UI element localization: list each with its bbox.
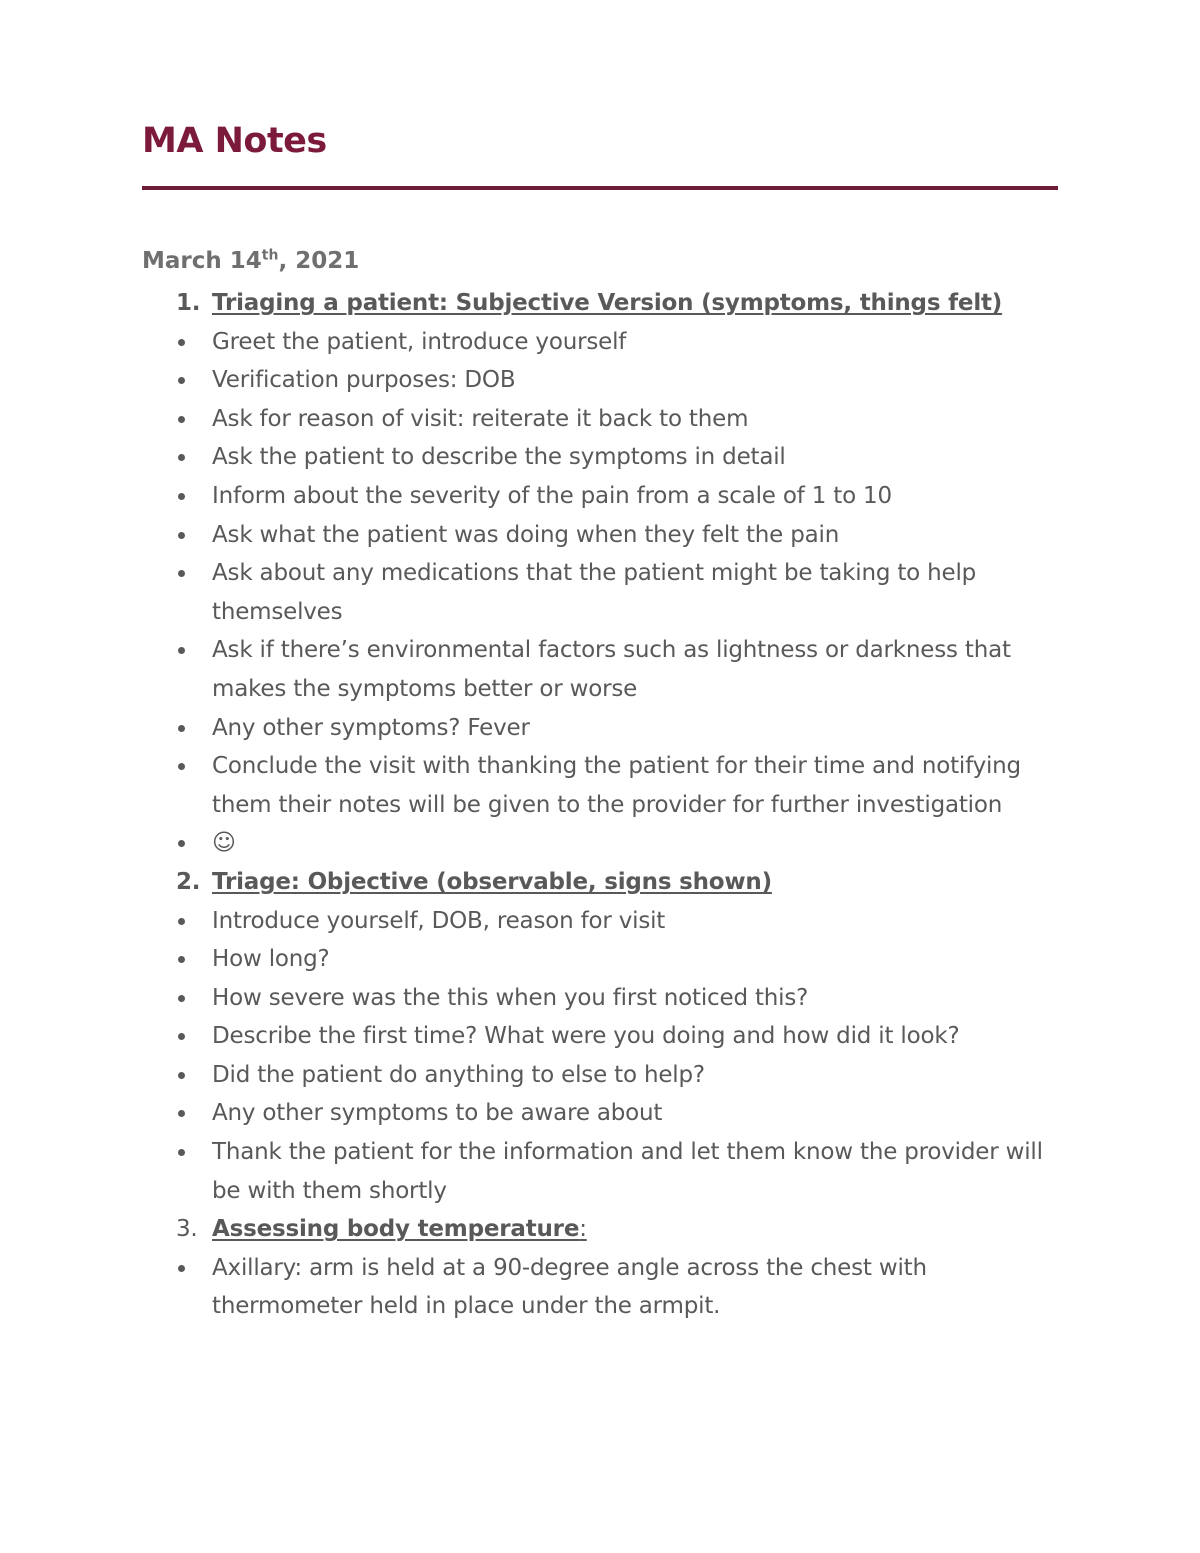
list-item (142, 1133, 1058, 1210)
bullet-icon (178, 532, 185, 539)
list-item-text: Greet the patient, introduce yourself (212, 328, 627, 355)
list-item (142, 747, 1058, 824)
list-item (142, 1094, 1058, 1133)
section-title-suffix: : (579, 1216, 587, 1243)
list-item (142, 400, 1058, 439)
bullet-icon (178, 1149, 185, 1156)
section-heading-3 (142, 1210, 1058, 1249)
bullet-icon (178, 840, 185, 847)
list-item-text: Conclude the visit with thanking the patient for their time and notifying them their notes will be given to the provider for further investigation (212, 753, 1021, 818)
bullet-icon (178, 1072, 185, 1079)
list-item-text: Inform about the severity of the pain from a scale of 1 to 10 (212, 482, 892, 509)
list-item-text: Ask for reason of visit: reiterate it back to them (212, 405, 749, 432)
bullet-icon (178, 763, 185, 770)
bullet-icon (178, 956, 185, 963)
list-item (142, 940, 1058, 979)
bullet-icon (178, 377, 185, 384)
section-title: Triaging a patient: Subjective Version (symptoms, things felt) (212, 290, 1003, 316)
list-item (142, 438, 1058, 477)
bullet-icon (178, 416, 185, 423)
list-item (142, 979, 1058, 1018)
bullet-icon (178, 647, 185, 654)
list-item-text: How severe was the this when you first noticed this? (212, 984, 809, 1011)
date-ordinal-suffix: th (261, 247, 279, 264)
bullet-icon (178, 725, 185, 732)
section-number: 1. (176, 290, 201, 316)
section-title (212, 1216, 587, 1242)
list-item-text: Ask the patient to describe the symptoms in detail (212, 444, 786, 471)
list-item-text: Any other symptoms to be aware about (212, 1100, 663, 1127)
section-title: Triage: Objective (observable, signs shown) (212, 868, 772, 895)
section-number: 3. (176, 1216, 198, 1243)
list-item (142, 477, 1058, 516)
bullet-icon (178, 1033, 185, 1040)
date-heading (142, 246, 1058, 276)
date-month-day: March 14 (142, 248, 262, 274)
bullet-icon (178, 1110, 185, 1117)
list-item-text: Ask if there’s environmental factors such as lightness or darkness that makes the symptoms better or worse (212, 637, 1011, 702)
bullet-icon (178, 454, 185, 461)
list-item-text: Verification purposes: DOB (212, 367, 516, 394)
section-heading-2 (142, 863, 1058, 902)
list-item-text: Ask what the patient was doing when they felt the pain (212, 521, 840, 548)
list-item (142, 361, 1058, 400)
bullet-icon (178, 570, 185, 577)
list-item (142, 516, 1058, 555)
list-item (142, 1017, 1058, 1056)
list-item (142, 1056, 1058, 1095)
smiley-icon: ☺ (212, 830, 236, 857)
document-title: MA Notes (142, 121, 327, 161)
list-item-text: Thank the patient for the information and let them know the provider will be with them shortly (212, 1139, 1043, 1204)
list-item (142, 323, 1058, 362)
list-item-text: Axillary: arm is held at a 90-degree angle across the chest with thermometer held in place under the armpit. (212, 1254, 927, 1320)
bullet-icon (178, 339, 185, 346)
list-item (142, 1249, 1058, 1326)
list-item-text: Ask about any medications that the patient might be taking to help themselves (212, 560, 977, 625)
document-page (142, 118, 1058, 1342)
section-heading-1 (142, 284, 1058, 323)
bullet-icon (178, 1265, 185, 1272)
list-item-text: Describe the first time? What were you doing and how did it look? (212, 1023, 960, 1050)
section-number: 2. (176, 868, 201, 895)
list-item (142, 824, 1058, 863)
bullet-icon (178, 493, 185, 500)
list-item (142, 631, 1058, 708)
title-divider (142, 186, 1058, 190)
list-item (142, 902, 1058, 941)
list-item-text: How long? (212, 946, 330, 973)
bullet-icon (178, 995, 185, 1002)
bullet-icon (178, 918, 185, 925)
notes-list (142, 284, 1058, 1326)
list-item (142, 709, 1058, 748)
date-year: , 2021 (278, 248, 360, 274)
list-item-text: Did the patient do anything to else to help? (212, 1061, 705, 1088)
section-title-text: Assessing body temperature (212, 1216, 580, 1243)
list-item (142, 554, 1058, 631)
list-item-text: Introduce yourself, DOB, reason for visit (212, 907, 666, 934)
list-item-text: Any other symptoms? Fever (212, 714, 530, 741)
